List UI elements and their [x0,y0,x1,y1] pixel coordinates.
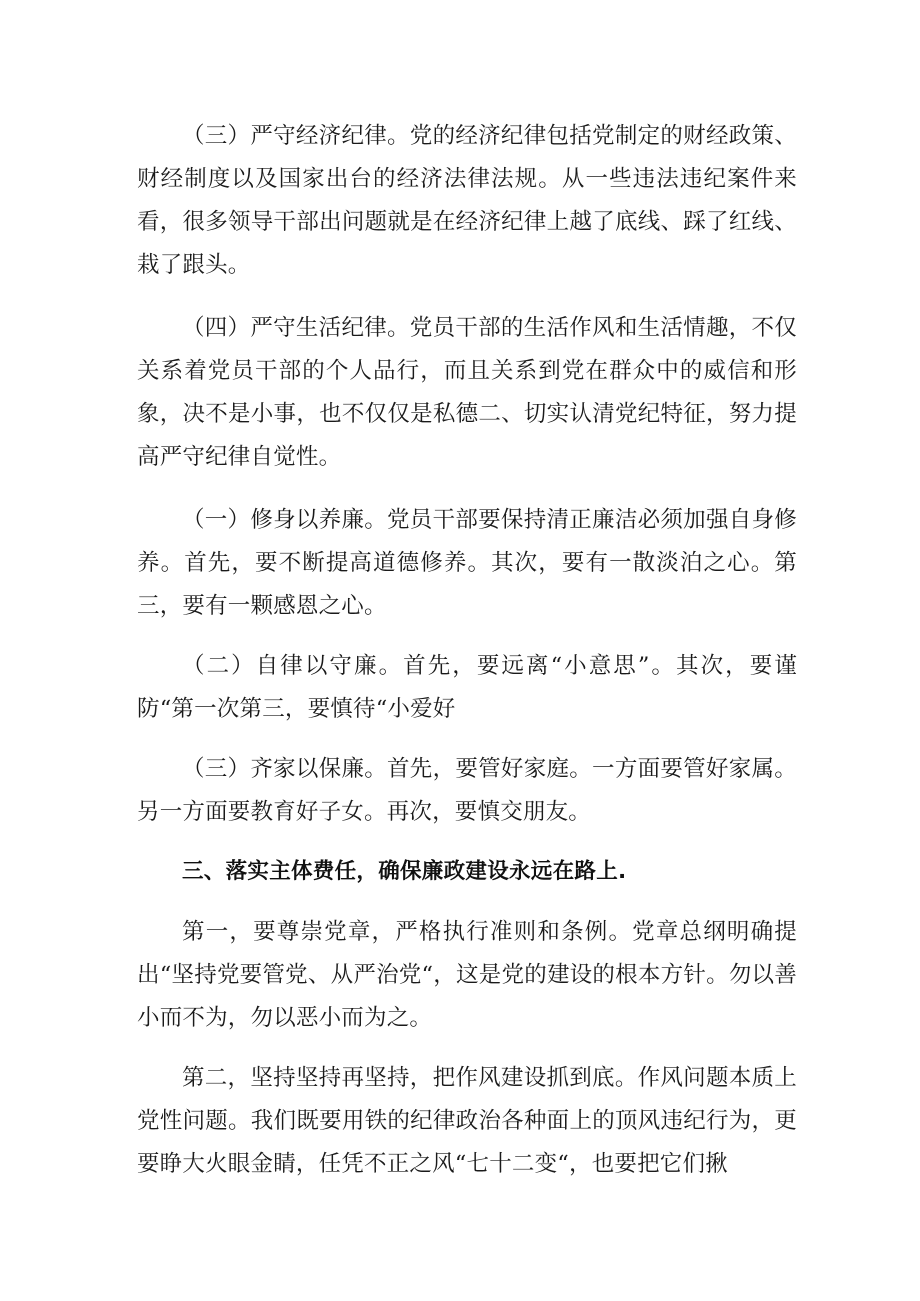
paragraph-party-constitution: 第一，要尊崇党章，严格执行准则和条例。党章总纲明确提出“坚持党要管党、从严治党“，这是党的建设的根本方针。勿以善小而不为，勿以恶小而为之。 [137,919,797,1031]
paragraph-family-integrity: （三）齐家以保廉。首先，要管好家庭。一方面要管好家属。另一方面要教育好子女。再次，要慎交朋友。 [137,756,797,825]
paragraph-self-cultivation: （一）修身以养廉。党员干部要保持清正廉洁必须加强自身修养。首先，要不断提高道德修养。其次，要有一散淡泊之心。第三，要有一颗感恩之心。 [137,507,797,619]
paragraph-self-discipline: （二）自律以守廉。首先，要远离“小意思”。其次，要谨防“第一次第三，要慎待“小爱好 [137,653,797,722]
paragraph-work-style: 第二，坚持坚持再坚持，把作风建设抓到底。作风问题本质上党性问题。我们既要用铁的纪律政治各种面上的顶风违纪行为，更要睁大火眼金睛，任凭不正之风“七十二变“，也要把它们揪 [137,1065,797,1177]
section-heading: 三、落实主体费任，确保廉政建设永远在路上. [182,859,627,884]
paragraph-life-discipline: （四）严守生活纪律。党员干部的生活作风和生活情趣，不仅关系着党员干部的个人品行，而且关系到党在群众中的威信和形象，决不是小事，也不仅仅是私德二、切实认清党纪特征，努力提高严守纪律自觉性。 [137,315,797,470]
paragraph-economic-discipline: （三）严守经济纪律。党的经济纪律包括党制定的财经政策、财经制度以及国家出台的经济法律法规。从一些违法违纪案件来看，很多领导干部出问题就是在经济纪律上越了底线、踩了红线、栽了跟头。 [137,123,797,278]
